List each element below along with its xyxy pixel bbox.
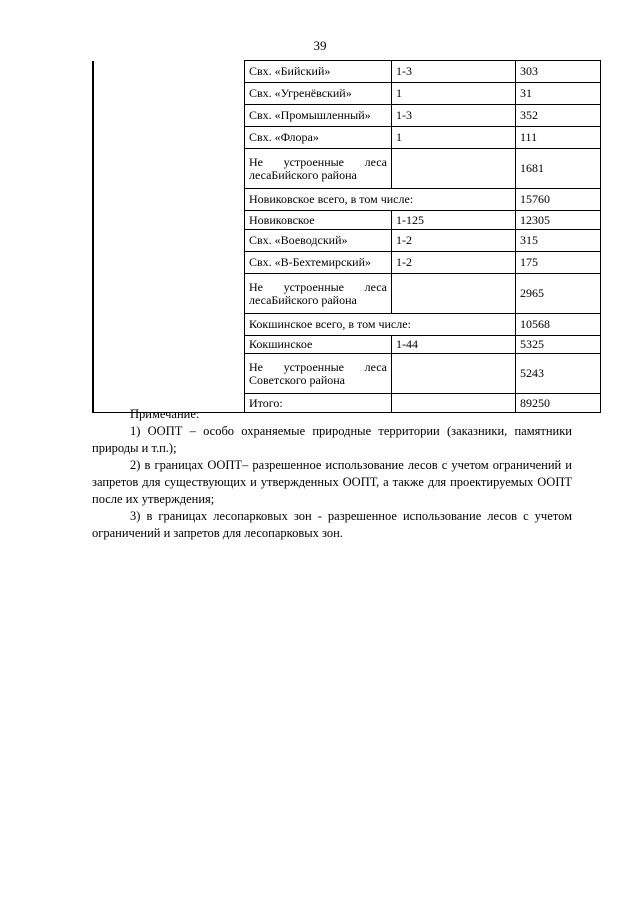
area-cell: 15760: [516, 189, 601, 211]
forest-name-line: Не устроенные леса: [249, 154, 387, 169]
forest-name-cell: Свх. «Флора»: [245, 127, 392, 149]
forest-area-table: [92, 60, 601, 413]
area-cell: 352: [516, 105, 601, 127]
quarter-number-cell: 1-2: [392, 252, 516, 274]
note-item-1: 1) ООПТ – особо охраняемые природные территории (заказники, памятники природы и т.п.);: [92, 424, 572, 455]
area-cell: 175: [516, 252, 601, 274]
area-cell: 12305: [516, 211, 601, 230]
forest-name-cell: [245, 354, 392, 394]
area-cell: 5325: [516, 336, 601, 354]
quarter-number-cell: 1-3: [392, 61, 516, 83]
quarter-number-cell: 1-44: [392, 336, 516, 354]
quarter-number-cell: 1-2: [392, 230, 516, 252]
area-cell: 1681: [516, 149, 601, 189]
area-cell: 5243: [516, 354, 601, 394]
forest-name-cell: Итого:: [245, 394, 392, 413]
forest-name-cell: [245, 149, 392, 189]
forest-name-line: Не устроенные леса: [249, 359, 387, 374]
forest-name-cell: Свх. «Воеводский»: [245, 230, 392, 252]
quarter-number-cell: [392, 149, 516, 189]
forest-name-cell: Новиковское: [245, 211, 392, 230]
area-cell: 31: [516, 83, 601, 105]
forest-name-cell: Кокшинское: [245, 336, 392, 354]
forest-name-line: лесаБийского района: [249, 292, 357, 307]
quarter-number-cell: [392, 354, 516, 394]
area-cell: 89250: [516, 394, 601, 413]
forest-name-line: Советского района: [249, 372, 345, 387]
forest-name-cell: Свх. «Промышленный»: [245, 105, 392, 127]
quarter-number-cell: 1: [392, 83, 516, 105]
notes-section: [92, 406, 572, 542]
note-item-3: 3) в границах лесопарковых зон - разрешенное использование лесов с учетом ограничений и запретов для лесопарковых зон.: [92, 509, 572, 540]
area-cell: 2965: [516, 274, 601, 314]
area-cell: 303: [516, 61, 601, 83]
forest-name-cell: Свх. «Угренёвский»: [245, 83, 392, 105]
area-cell: 111: [516, 127, 601, 149]
forest-name-cell: Свх. «Бийский»: [245, 61, 392, 83]
subtotal-label-cell: Кокшинское всего, в том числе:: [245, 314, 516, 336]
quarter-number-cell: [392, 274, 516, 314]
notes-heading: Примечание:: [130, 407, 200, 421]
quarter-number-cell: 1-3: [392, 105, 516, 127]
forest-name-cell: Свх. «В-Бехтемирский»: [245, 252, 392, 274]
forest-name-line: лесаБийского района: [249, 167, 357, 182]
forest-name-line: Не устроенные леса: [249, 279, 387, 294]
page-number: 39: [313, 38, 327, 53]
quarter-number-cell: 1: [392, 127, 516, 149]
district-column-cell: [93, 61, 245, 413]
table-row: [93, 61, 601, 83]
note-item-2: 2) в границах ООПТ– разрешенное использование лесов с учетом ограничений и запретов для существующих и утвержденных ООПТ, а также для проектируемых ООПТ после их утверждения;: [92, 458, 572, 506]
area-cell: 315: [516, 230, 601, 252]
subtotal-label-cell: Новиковское всего, в том числе:: [245, 189, 516, 211]
forest-name-cell: [245, 274, 392, 314]
quarter-number-cell: 1-125: [392, 211, 516, 230]
area-cell: 10568: [516, 314, 601, 336]
